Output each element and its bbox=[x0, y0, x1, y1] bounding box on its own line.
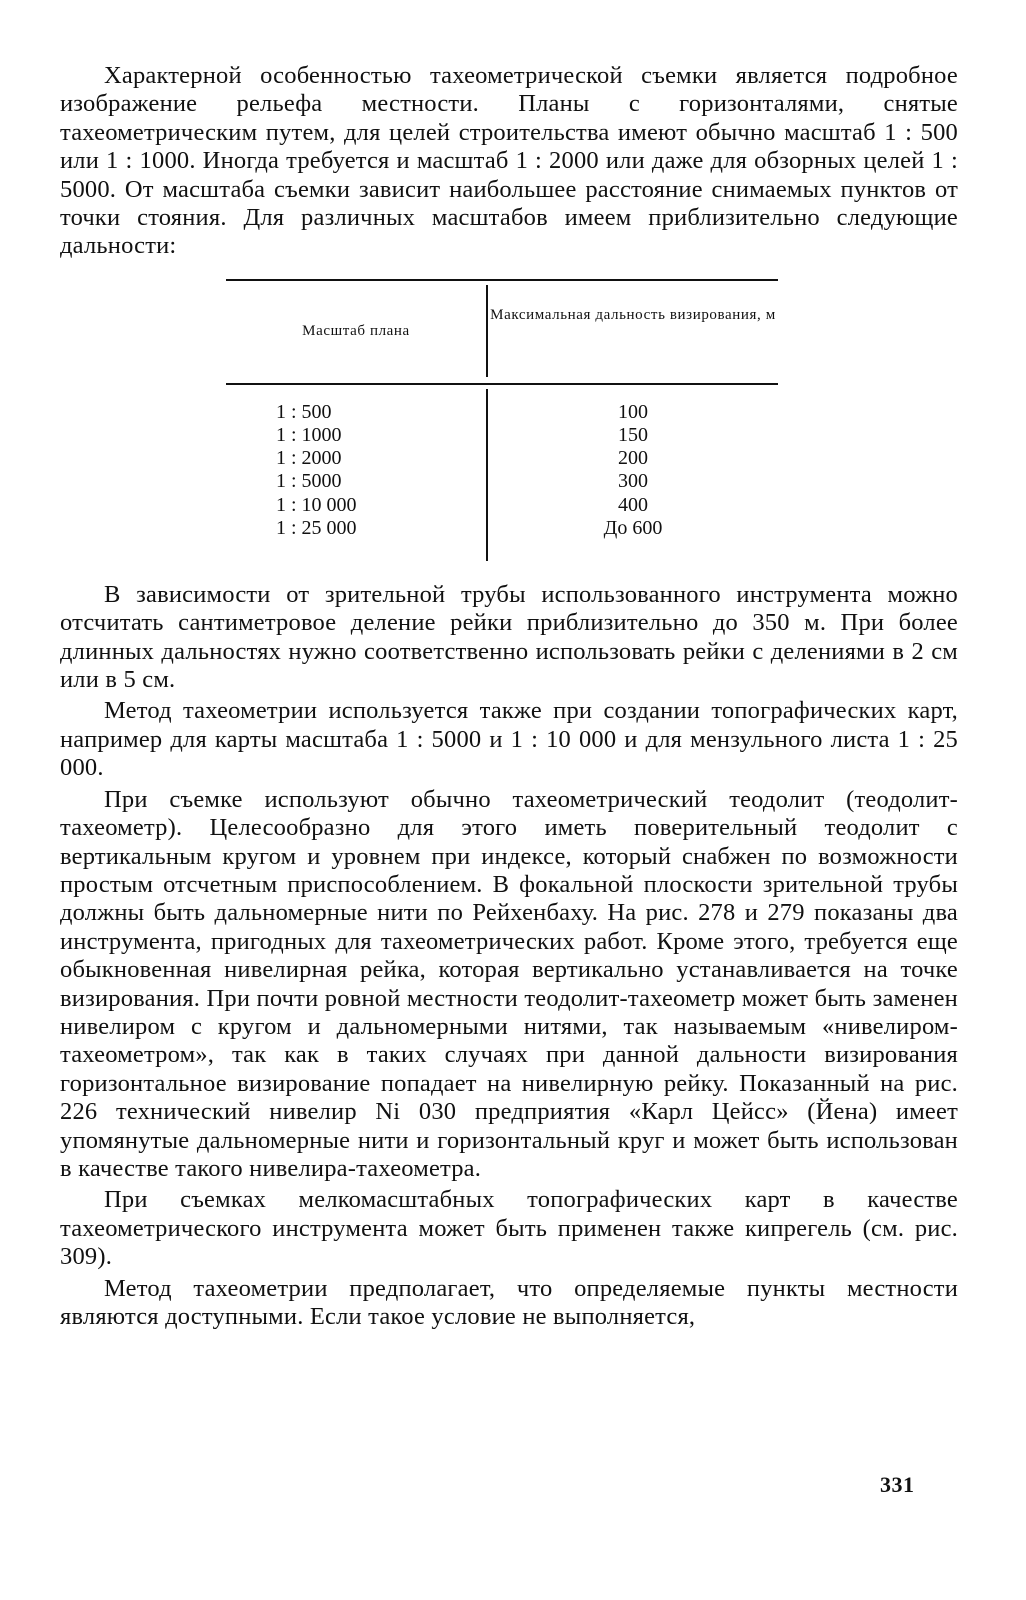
table-cell-scale: 1 : 10 000 bbox=[276, 493, 357, 516]
table-cell-scale: 1 : 5000 bbox=[276, 470, 342, 493]
table-column-distance bbox=[488, 401, 778, 540]
table-cell-distance: 150 bbox=[618, 424, 648, 447]
table-header-scale: Масштаб плана bbox=[302, 322, 410, 339]
table-header-rule bbox=[226, 383, 778, 385]
table-cell-distance: 300 bbox=[618, 470, 648, 493]
table-top-rule bbox=[226, 279, 778, 281]
scale-distance-table bbox=[226, 279, 778, 563]
table-column-scale bbox=[276, 401, 396, 540]
table-header-divider bbox=[486, 285, 488, 377]
paragraph-instruments: При съемке используют обычно тахеометрический теодолит (теодолит-тахеометр). Целесообразно для этого иметь поверительный теодолит с вертикальным кругом и уровнем при индексе, который снабжен по возможности простым отсчетным приспособлением. В фокальной плоскости зрительной трубы должны быть дальномерные нити по Рейхенбаху. На рис. 278 и 279 показаны два инструмента, пригодных для тахеометрических работ. Кроме этого, требуется еще обыкновенная нивелирная рейка, которая вертикально устанавливается на точке визирования. При почти ровной местности теодолит-тахеометр может быть заменен нивелиром с кругом и дальномерными нитями, так называемым «нивелиром-тахеометром», так как в таких случаях при данной дальности визирования горизонтальное визирование попадает на нивелирную рейку. Показанный на рис. 226 технический нивелир Ni 030 предприятия «Карл Цейсс» (Йена) имеет упомянутые дальномерные нити и горизонтальный круг и может быть использован в качестве такого нивелира-тахеометра. bbox=[60, 785, 958, 1182]
table-cell-scale: 1 : 25 000 bbox=[276, 516, 357, 539]
table-cell-distance: До 600 bbox=[603, 516, 663, 539]
table-header-max-distance: Максимальная дальность визирования, м bbox=[490, 306, 776, 323]
paragraph-topographic-maps: Метод тахеометрии используется также при создании топографических карт, например для карты масштаба 1 : 5000 и 1 : 10 000 и для мензульного листа 1 : 25 000. bbox=[60, 697, 958, 782]
table-cell-distance: 400 bbox=[618, 493, 648, 516]
page-body bbox=[60, 62, 958, 1331]
table-cell-distance: 200 bbox=[618, 447, 648, 470]
table-cell-scale: 1 : 1000 bbox=[276, 424, 342, 447]
table-cell-distance: 100 bbox=[618, 400, 648, 423]
intro-paragraph: Характерной особенностью тахеометрической съемки является подробное изображение рельефа местности. Планы с горизонталями, снятые тахеометрическим путем, для целей строительства имеют обычно масштаб 1 : 500 или 1 : 1000. Иногда требуется и масштаб 1 : 2000 или даже для обзорных целей 1 : 5000. От масштаба съемки зависит наибольшее расстояние снимаемых пунктов от точки стояния. Для различных масштабов имеем приблизительно следующие дальности: bbox=[60, 62, 958, 260]
paragraph-accessibility: Метод тахеометрии предполагает, что определяемые пункты местности являются доступными. Если такое условие не выполняется, bbox=[60, 1274, 958, 1330]
table-cell-scale: 1 : 2000 bbox=[276, 447, 342, 470]
paragraph-kipregel: При съемках мелкомасштабных топографических карт в качестве тахеометрического инструмента может быть применен также кипрегель (см. рис. 309). bbox=[60, 1186, 958, 1271]
table-cell-scale: 1 : 500 bbox=[276, 400, 332, 423]
paragraph-rod-division: В зависимости от зрительной трубы использованного инструмента можно отсчитать сантиметровое деление рейки приблизительно до 350 м. При более длинных дальностях нужно соответственно использовать рейки с делениями в 2 см или в 5 см. bbox=[60, 580, 958, 694]
page-number: 331 bbox=[880, 1472, 915, 1497]
